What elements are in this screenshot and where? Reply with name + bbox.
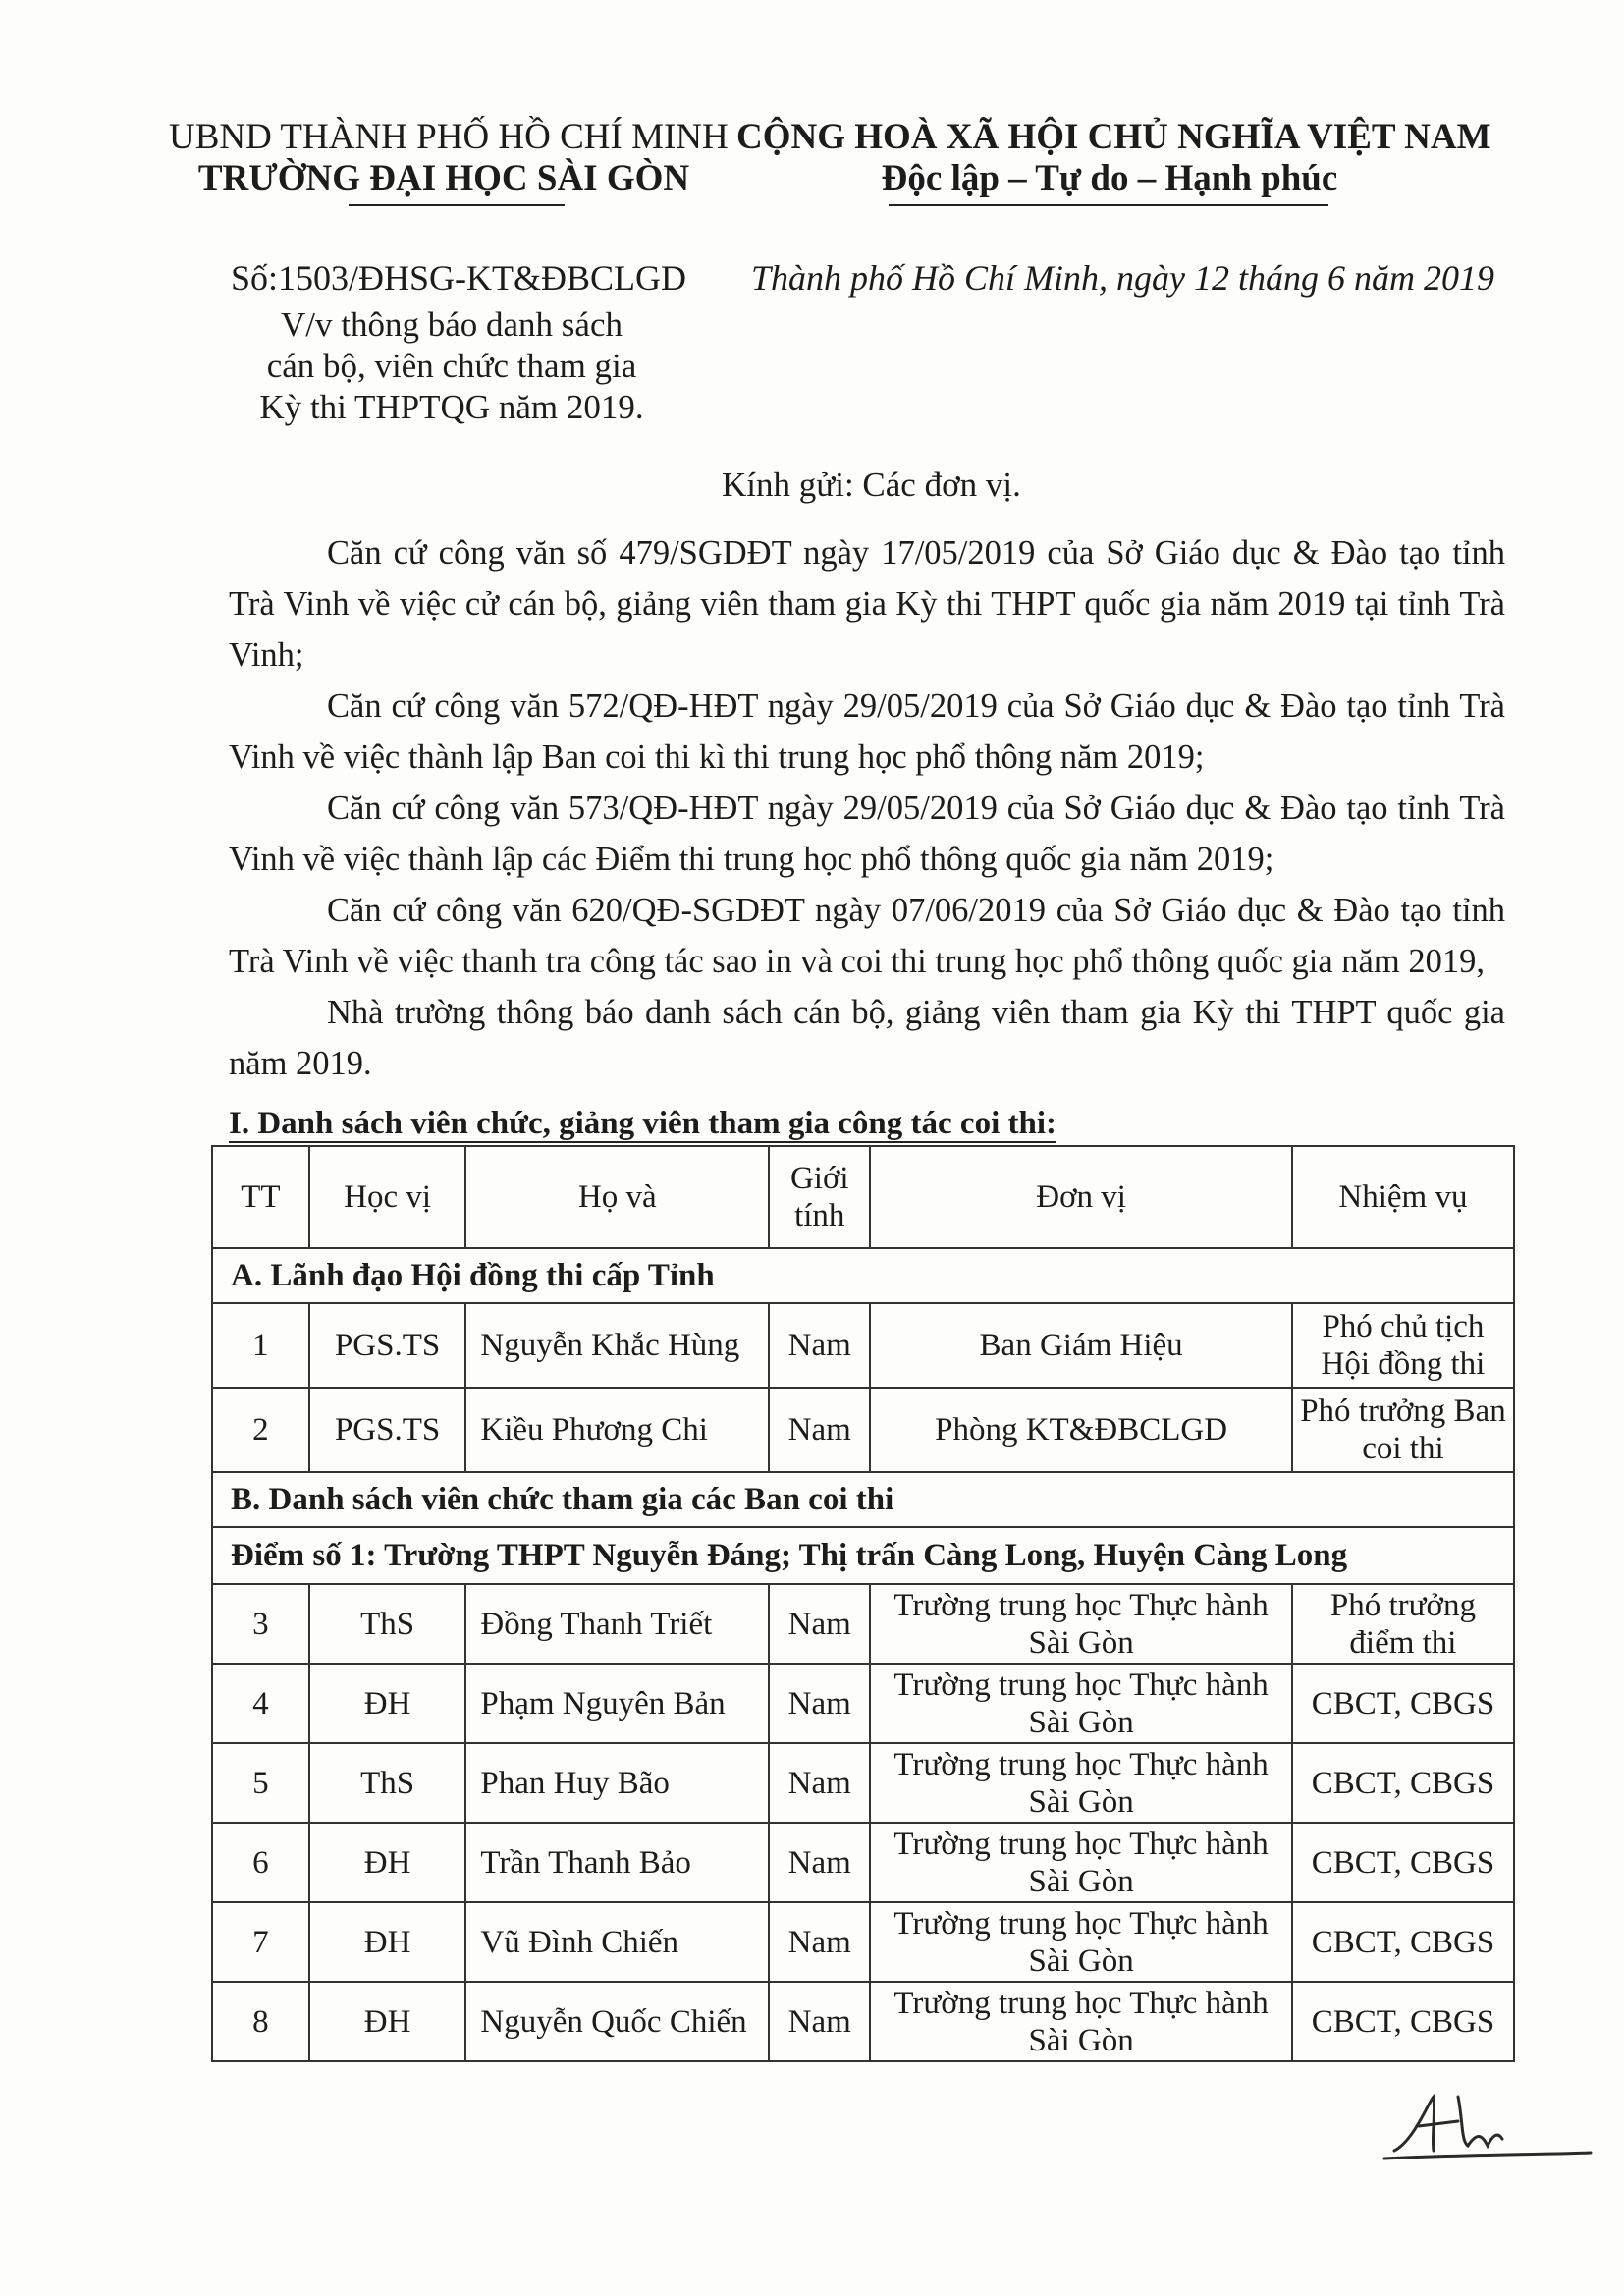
- cell-degree: ĐH: [309, 1982, 466, 2061]
- table-row: [212, 1303, 1514, 1388]
- cell-unit: Trường trung học Thực hành Sài Gòn: [870, 1982, 1292, 2061]
- cell-gender: Nam: [769, 1664, 870, 1743]
- cell-tt: 1: [212, 1303, 309, 1388]
- cell-gender: Nam: [769, 1823, 870, 1902]
- cell-unit: Trường trung học Thực hành Sài Gòn: [870, 1902, 1292, 1982]
- cell-degree: ThS: [309, 1584, 466, 1664]
- handwritten-initials: [1375, 2082, 1600, 2175]
- body-paragraph: Căn cứ công văn 620/QĐ-SGDĐT ngày 07/06/2019 của Sở Giáo dục & Đào tạo tỉnh Trà Vinh về việc thanh tra công tác sao in và coi thi trung học phổ thông quốc gia năm 2019,: [229, 892, 1505, 980]
- cell-duty: CBCT, CBGS: [1292, 1743, 1514, 1823]
- cell-tt: 6: [212, 1823, 309, 1902]
- header-gender: Giới tính: [769, 1146, 870, 1248]
- cell-tt: 8: [212, 1982, 309, 2061]
- cell-duty: Phó chủ tịch Hội đồng thi: [1292, 1303, 1514, 1388]
- cell-duty: Phó trưởng Ban coi thi: [1292, 1388, 1514, 1472]
- cell-unit: Ban Giám Hiệu: [870, 1303, 1292, 1388]
- cell-degree: PGS.TS: [309, 1303, 466, 1388]
- cell-name: Vũ Đình Chiến: [465, 1902, 769, 1982]
- staff-table: [211, 1145, 1515, 2062]
- cell-gender: Nam: [769, 1303, 870, 1388]
- cell-degree: PGS.TS: [309, 1388, 466, 1472]
- issuer-school: TRƯỜNG ĐẠI HỌC SÀI GÒN: [197, 158, 690, 198]
- table-row: [212, 1982, 1514, 2061]
- cell-duty: CBCT, CBGS: [1292, 1982, 1514, 2061]
- subject-line: V/v thông báo danh sách: [281, 305, 623, 344]
- national-title: CỘNG HOÀ XÃ HỘI CHỦ NGHĨA VIỆT NAM: [736, 117, 1491, 157]
- header-duty: Nhiệm vụ: [1292, 1146, 1514, 1248]
- cell-tt: 2: [212, 1388, 309, 1472]
- subject-line: cán bộ, viên chức tham gia: [266, 347, 637, 385]
- document-number: Số:1503/ĐHSG-KT&ĐBCLGD: [231, 258, 687, 298]
- cell-tt: 7: [212, 1902, 309, 1982]
- cell-unit: Trường trung học Thực hành Sài Gòn: [870, 1664, 1292, 1743]
- body-paragraph: Căn cứ công văn 572/QĐ-HĐT ngày 29/05/2019 của Sở Giáo dục & Đào tạo tỉnh Trà Vinh về việc thành lập Ban coi thi kì thi trung học phổ thông năm 2019;: [229, 687, 1505, 776]
- cell-duty: CBCT, CBGS: [1292, 1664, 1514, 1743]
- cell-degree: ĐH: [309, 1823, 466, 1902]
- salutation: Kính gửi: Các đơn vị.: [722, 465, 1021, 504]
- cell-gender: Nam: [769, 1584, 870, 1664]
- header-tt: TT: [212, 1146, 309, 1248]
- cell-name: Trần Thanh Bảo: [465, 1823, 769, 1902]
- table-row: [212, 1584, 1514, 1664]
- cell-gender: Nam: [769, 1902, 870, 1982]
- cell-duty: CBCT, CBGS: [1292, 1823, 1514, 1902]
- document-body: [229, 527, 1505, 1089]
- table-row: [212, 1388, 1514, 1472]
- site-1-label: Điểm số 1: Trường THPT Nguyễn Đáng; Thị trấn Càng Long, Huyện Càng Long: [212, 1527, 1514, 1584]
- cell-name: Phan Huy Bão: [465, 1743, 769, 1823]
- cell-name: Kiều Phương Chi: [465, 1388, 769, 1472]
- cell-duty: CBCT, CBGS: [1292, 1902, 1514, 1982]
- issuer-underline: [349, 204, 565, 206]
- section-title-text: I. Danh sách viên chức, giảng viên tham gia công tác coi thi:: [229, 1106, 1056, 1141]
- table-row: [212, 1664, 1514, 1743]
- group-a-label: A. Lãnh đạo Hội đồng thi cấp Tỉnh: [212, 1248, 1514, 1303]
- body-paragraph: Căn cứ công văn số 479/SGDĐT ngày 17/05/2019 của Sở Giáo dục & Đào tạo tỉnh Trà Vinh về việc cử cán bộ, giảng viên tham gia Kỳ thi THPT quốc gia năm 2019 tại tỉnh Trà Vinh;: [229, 534, 1505, 674]
- cell-unit: Trường trung học Thực hành Sài Gòn: [870, 1584, 1292, 1664]
- cell-name: Nguyễn Quốc Chiến: [465, 1982, 769, 2061]
- national-motto: Độc lập – Tự do – Hạnh phúc: [881, 158, 1338, 198]
- table-row: [212, 1902, 1514, 1982]
- cell-degree: ThS: [309, 1743, 466, 1823]
- cell-gender: Nam: [769, 1982, 870, 2061]
- cell-name: Đồng Thanh Triết: [465, 1584, 769, 1664]
- cell-name: Phạm Nguyên Bản: [465, 1664, 769, 1743]
- table-row: [212, 1823, 1514, 1902]
- table-header-row: [212, 1146, 1514, 1248]
- cell-name: Nguyễn Khắc Hùng: [465, 1303, 769, 1388]
- section-title: [229, 1106, 1056, 1142]
- document-subject: [226, 304, 677, 428]
- cell-duty: Phó trưởng điểm thi: [1292, 1584, 1514, 1664]
- motto-underline: [889, 204, 1328, 206]
- cell-gender: Nam: [769, 1743, 870, 1823]
- issuer-authority: UBND THÀNH PHỐ HỒ CHÍ MINH: [169, 117, 729, 157]
- body-paragraph: Căn cứ công văn 573/QĐ-HĐT ngày 29/05/2019 của Sở Giáo dục & Đào tạo tỉnh Trà Vinh về việc thành lập các Điểm thi trung học phổ thông quốc gia năm 2019;: [229, 790, 1505, 878]
- cell-tt: 5: [212, 1743, 309, 1823]
- place-date: Thành phố Hồ Chí Minh, ngày 12 tháng 6 năm 2019: [751, 258, 1495, 298]
- header-name: Họ và: [465, 1146, 769, 1248]
- table-row: [212, 1743, 1514, 1823]
- cell-tt: 4: [212, 1664, 309, 1743]
- cell-unit: Trường trung học Thực hành Sài Gòn: [870, 1823, 1292, 1902]
- header-degree: Học vị: [309, 1146, 466, 1248]
- cell-unit: Phòng KT&ĐBCLGD: [870, 1388, 1292, 1472]
- cell-degree: ĐH: [309, 1664, 466, 1743]
- group-row: [212, 1472, 1514, 1527]
- body-paragraph: Nhà trường thông báo danh sách cán bộ, giảng viên tham gia Kỳ thi THPT quốc gia năm 2019.: [229, 994, 1505, 1082]
- group-row: [212, 1527, 1514, 1584]
- cell-tt: 3: [212, 1584, 309, 1664]
- signature-scribble: [1375, 2082, 1600, 2170]
- cell-gender: Nam: [769, 1388, 870, 1472]
- subject-line: Kỳ thi THPTQG năm 2019.: [259, 388, 644, 426]
- header-unit: Đơn vị: [870, 1146, 1292, 1248]
- cell-unit: Trường trung học Thực hành Sài Gòn: [870, 1743, 1292, 1823]
- group-b-label: B. Danh sách viên chức tham gia các Ban coi thi: [212, 1472, 1514, 1527]
- group-row: [212, 1248, 1514, 1303]
- cell-degree: ĐH: [309, 1902, 466, 1982]
